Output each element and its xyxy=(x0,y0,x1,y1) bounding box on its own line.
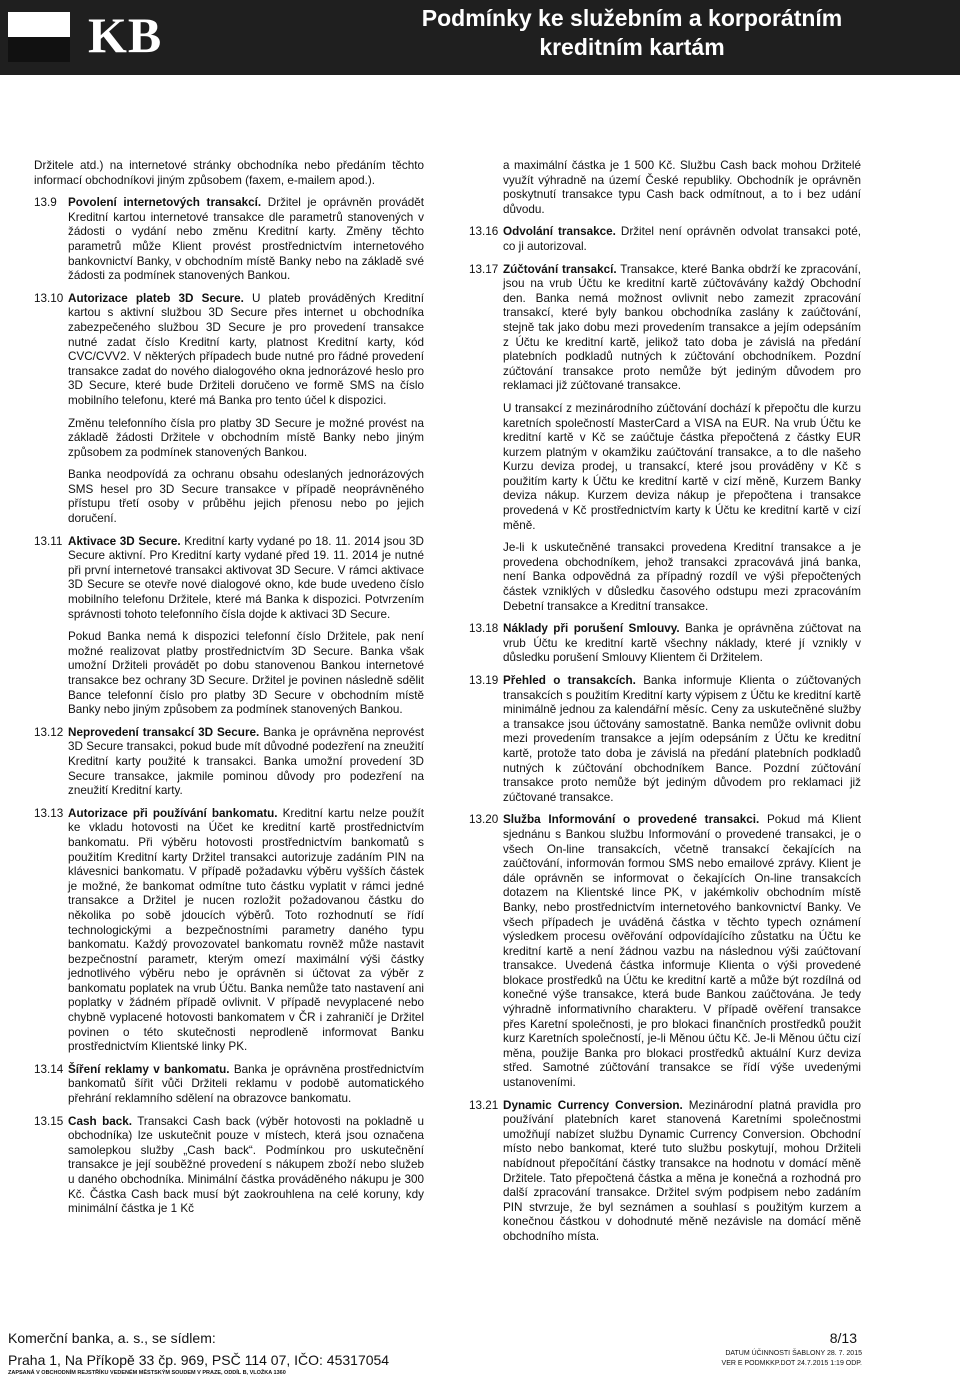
section-number: 13.13 xyxy=(34,806,64,820)
section-number: 13.10 xyxy=(34,291,64,305)
continued-paragraph: a maximální částka je 1 500 Kč. Službu Cash back mohou Držitelé využít výhradně na území České republiky. Obchodník je oprávněn poskytnutí transakce typu Cash back odmítnout, a to i bez udání důvodu. xyxy=(503,159,861,216)
section-text: Transakce, které Banka obdrží ke zpracování, jsou na vrub Účtu ke kreditní kartě zúčtovávány každý Obchodní den. Banka nemá možnost ovlivnit nebo zamezit zpracování transakcí, které byly bankou obchodníka zaslány k zaúčtování, stejně tak jako dobu mezi provedením transakce a jejím odepsáním z Účtu ke kreditní kartě, jelikož tato doba je závislá na předání platebních podkladů nutných k zúčtování obchodníkem. Pozdní zúčtování transakce proto nemůže být jediným důvodem pro reklamaci již zúčtované transakce. xyxy=(503,262,861,393)
section-text: Držitel není oprávněn odvolat transakci poté, co ji autorizoval. xyxy=(503,225,861,253)
section-13-21 xyxy=(469,1099,861,1245)
section-13-9 xyxy=(34,196,424,284)
section-text: Kreditní kartu nelze použít ke vkladu hotovosti na Účet ke kreditní kartě prostřednictvím bankomatu. Při výběru hotovosti prostřednictvím bankomatů s použitím Kreditní karty Držitel transakci autorizuje zadáním PIN na klávesnici bankomatu. V případě požadavku výběru vyšších částek je možné, že bankomat odmítne tuto částku vyplatit v rámci jedné transakce a Držitel je nucen rozložit požadovanou částku do několika po sobě jdoucích výběrů. Toto rozhodnutí se řídí technologickými a bezpečnostními parametry daného typu bankomatu. Každý provozovatel bankomatu rovněž může nastavit bezpečnostní parametr, kterým omezí maximální výši částky jednotlivého výběru nebo je oprávněn si účtovat za výběr z bankomatu poplatek na vrub Účtu. Banka nemůže tato nastavení ani poplatky v žádném případě ovlivnit. V případě nevyplacené nebo chybně vyplacené hotovosti bankomatem v ČR i zahraničí je Držitel povinen o této skutečnosti neprodleně informovat Banku prostřednictvím Klientské linky PK. xyxy=(68,806,424,1054)
footer-register: ZAPSANÁ V OBCHODNÍM REJSTŘÍKU VEDENÉM MĚSTSKÝM SOUDEM V PRAZE, ODDÍL B, VLOŽKA 1360 xyxy=(8,1370,286,1376)
section-number: 13.15 xyxy=(34,1114,64,1128)
section-text: Držitel je oprávněn provádět Kreditní kartou internetové transakce dle parametrů stanovených v žádosti o vydání nebo změnu Kreditní karty. Změny těchto parametrů může Klient provést prostřednictvím internetového bankovnictví Banky, v obchodním místě Banky nebo na základě své žádosti za podmínek stanovených Bankou. xyxy=(68,196,424,283)
section-title: Odvolání transakce. xyxy=(503,225,616,239)
section-number: 13.21 xyxy=(469,1098,499,1112)
section-title: Autorizace plateb 3D Secure. xyxy=(68,291,244,305)
section-number: 13.17 xyxy=(469,262,499,276)
section-paragraph: Je-li k uskutečněné transakci provedena Kreditní transakce a je provedena obchodníkem, jehož transakci zpracovává jiná banka, není Banka odpovědná za případný rozdíl ve výši přepočtených částek vzniklých v důsledku časového odstupu mezi zpracováním Debetní transakce a Kreditní transakce. xyxy=(503,541,861,613)
section-title: Služba Informování o provedené transakci. xyxy=(503,813,760,827)
section-text: Pokud má Klient sjednánu s Bankou službu Informování o provedené transakci, je o všech On-line transakcích, včetně transakcí čekajících na zaúčtování, informován formou SMS nebo emailové zprávy. Klient je dále oprávněn se informovat o čekajících On-line transakcích dotazem na Klientské lince PK, v jakémkoliv obchodním místě Banky, nebo prostřednictvím internetového bankovnictví Banky. Ve všech případech je uváděná částka v těchto typech oznámení výsledkem procesu ověřování odpovídajícího zůstatku na Účtu ke kreditní kartě a není žádnou vazbu na následnou výši zaúčtovaní transakce. Uvedená částka informuje Klienta o výši provedené blokace prostředků na Účtu ke kreditní kartě a může být rozdílná od konečné výše transakce, která bude Bankou zaúčtována. Je tedy výhradně informativního charakteru. V případě ověření transakce přes Karetní společnosti, je pro blokaci finančních prostředků použit kurz Karetních společností, je-li Měnou účtu Kč. Je-li Měnou účtu cizí měna, použije Banka pro blokaci prostředků aktuální Kurz deviza střed. Samotné zúčtování transakce se řídí výše uvedenými ustanoveními. xyxy=(503,813,861,1090)
footer-version: VER E PODMKKP.DOT 24.7.2015 1:19 ODP. xyxy=(721,1360,862,1367)
kb-logo-icon xyxy=(8,12,70,62)
document-title: Podmínky ke služebním a korporátním kreditním kartám xyxy=(421,5,843,60)
section-13-18 xyxy=(469,622,861,666)
section-title: Autorizace při používání bankomatu. xyxy=(68,806,278,820)
footer-company: Komerční banka, a. s., se sídlem: xyxy=(8,1330,216,1346)
section-paragraph: Změnu telefonního čísla pro platby 3D Secure je možné provést na základě žádosti Držitele v obchodním místě Banky nebo jiným způsobem za podmínek stanovených Bankou. xyxy=(68,416,424,459)
page-header xyxy=(0,0,960,75)
section-text: Banka je oprávněna neprovést 3D Secure transakci, pokud bude mít důvodné podezření na zneužití Kreditní karty použité k transakci. Banka umožní provedení 3D Secure transakce, jakmile pominou důvody pro podezření na zneužití Kreditní karty. xyxy=(68,725,424,798)
section-number: 13.19 xyxy=(469,674,499,687)
section-13-11 xyxy=(34,535,424,718)
section-title: Zúčtování transakcí. xyxy=(503,262,617,276)
section-number: 13.16 xyxy=(469,225,499,239)
section-title: Přehled o transakcích. xyxy=(503,674,636,687)
section-13-20 xyxy=(469,813,861,1090)
section-title: Dynamic Currency Conversion. xyxy=(503,1098,683,1112)
footer-validity: DATUM ÚČINNOSTI ŠABLONY 28. 7. 2015 xyxy=(725,1350,862,1357)
section-13-12 xyxy=(34,726,424,799)
section-13-19 xyxy=(469,674,861,805)
section-paragraph: Pokud Banka nemá k dispozici telefonní číslo Držitele, pak není možné realizovat platby prostřednictvím 3D Secure. Banka však umožní Držiteli provádět po dobu stanovenou Bankou internetové transakce bez ochrany 3D Secure. Držitel je povinen následně sdělit Bance telefonní číslo pro platby 3D Secure v obchodním místě Banky nebo jiným způsobem za podmínek stanovených Bankou. xyxy=(68,630,424,717)
section-number: 13.14 xyxy=(34,1062,64,1076)
section-title: Aktivace 3D Secure. xyxy=(68,534,181,548)
page-number: 8/13 xyxy=(829,1330,857,1346)
section-number: 13.9 xyxy=(34,196,57,210)
section-number: 13.18 xyxy=(469,622,499,636)
section-paragraph: U transakcí z mezinárodního zúčtování dochází k přepočtu dle kurzu karetních společností MasterCard a VISA na EUR. Na vrub Účtu ke kreditní kartě v Kč se zaúčtuje částka přepočtená z částky EUR kurzem platným v okamžiku zaúčtování transakce, a to dle našeho Kurzu deviza prodej, u transakcí, které jsou prováděny v Kč s použitím karty k Účtu ke kreditní kartě v cizí měně, Kurzem Banky deviza nákup. Kurzem deviza nákup je přepočtena i transakce provedená v Kč prostřednictvím karty k Účtu ke kreditní kartě v cizí měně. xyxy=(503,401,861,532)
section-paragraph: Banka neodpovídá za ochranu obsahu odeslaných jednorázových SMS hesel pro 3D Secure transakce v případě neoprávněného přístupu třetí osoby v průběhu jejich přenosu nebo po jejich doručení. xyxy=(68,468,424,526)
footer-address: Praha 1, Na Příkopě 33 čp. 969, PSČ 114 07, IČO: 45317054 xyxy=(8,1352,390,1368)
section-title: Náklady při porušení Smlouvy. xyxy=(503,622,680,636)
section-text: Mezinárodní platná pravidla pro používání platebních karet stanovená Karetními společnostmi umožňují nabízet službu Dynamic Currency Conversion. Obchodní místo nebo bankomat, které tuto službu poskytují, mohou Držiteli nabídnout přepočítání částky transakce na hodnotu v domácí měně Držitele. Tato přepočtená částka a měna je konečná a rozhodná pro další zpracování transakce. Držitel svým podpisem nebo zadáním PIN stvrzuje, že byl seznámen a souhlasí s použitým kurzem a konečnou částkou v dohodnuté měně nezávisle na domácí měně obchodního místa. xyxy=(503,1098,861,1243)
section-13-14 xyxy=(34,1063,424,1107)
intro-paragraph: Držitele atd.) na internetové stránky obchodníka nebo předáním těchto informací obchodníkovi jiným způsobem (faxem, e-mailem apod.). xyxy=(34,159,424,187)
section-title: Neprovedení transakcí 3D Secure. xyxy=(68,725,260,739)
section-13-15 xyxy=(34,1115,424,1217)
section-title: Povolení internetových transakcí. xyxy=(68,196,262,210)
section-number: 13.12 xyxy=(34,725,64,739)
section-title: Šíření reklamy v bankomatu. xyxy=(68,1062,230,1076)
left-column xyxy=(34,159,424,1225)
section-text: Banka je oprávněna prostřednictvím bankomatů šířit vůči Držiteli reklamu v podobě automatického přehrání reklamního sdělení na obrazovce bankomatu. xyxy=(68,1062,424,1106)
section-text: Banka je oprávněna zúčtovat na vrub Účtu ke kreditní kartě všechny náklady, které jí vznikly v důsledku porušení Smlouvy Klientem či Držitelem. xyxy=(503,622,862,665)
section-13-17 xyxy=(469,263,861,615)
section-number: 13.20 xyxy=(469,813,499,827)
section-13-16 xyxy=(469,225,861,254)
section-text: Transakci Cash back (výběr hotovosti na pokladně u obchodníka) lze uskutečnit pouze v místech, která jsou označena samolepkou služby „Cash back“. Podmínkou pro uskutečnění transakce je její souběžné provedení s nákupem zboží nebo služeb u daného obchodníka. Minimální částka prováděného nákupu je 300 Kč. Částka Cash back musí být zaokrouhlena na celé koruny, kdy minimální částka je 1 Kč xyxy=(68,1114,424,1216)
section-13-10 xyxy=(34,292,424,527)
right-column xyxy=(469,159,861,1253)
section-13-13 xyxy=(34,807,424,1055)
section-text: Kreditní karty vydané po 18. 11. 2014 jsou 3D Secure aktivní. Pro Kreditní karty vydané před 19. 11. 2014 je nutné při první internetové transakci aktivovat 3D Secure. V rámci aktivace 3D Secure se otevře nové dialogové okno, kde bude uvedeno číslo mobilního telefonu Držitele, které má Banka k dispozici. Potvrzením správnosti tohoto telefonního čísla dojde k aktivaci 3D Secure. xyxy=(68,534,424,621)
section-text: Banka informuje Klienta o zúčtovaných transakcích s použitím Kreditní karty výpisem z Účtu ke kreditní kartě minimálně jednou za kalendářní měsíc. Ceny za uskutečněné služby a transakce jsou účtovány samostatně. Banka nemůže ovlivnit dobu mezi provedením transakce a jejím odepsáním z Účtu ke kreditní kartě, protože tato doba je závislá na předání platebních podkladů nutných k zúčtování obchodníkem Bance. Pozdní zúčtování transakce proto nemůže být jediným důvodem pro reklamaci již zúčtované transakce. xyxy=(503,674,861,804)
logo-text: KB xyxy=(88,7,163,63)
section-text: U plateb prováděných Kreditní kartou s aktivní službou 3D Secure přes internet u obchodníka zabezpečeného službou 3D Secure je pro provedení transakce nutné zadat číslo Kreditní karty, platnost Kreditní karty, kód CVC/CVV2. V některých případech bude nutné pro řádné provedení transakce zadat do nového dialogového okna jednorázové heslo pro 3D Secure, které bude Držiteli doručeno ve formě SMS na číslo mobilního telefonu, které má Banka pro tento účel k dispozici. xyxy=(68,291,424,407)
section-title: Cash back. xyxy=(68,1114,132,1128)
section-number: 13.11 xyxy=(34,534,63,548)
